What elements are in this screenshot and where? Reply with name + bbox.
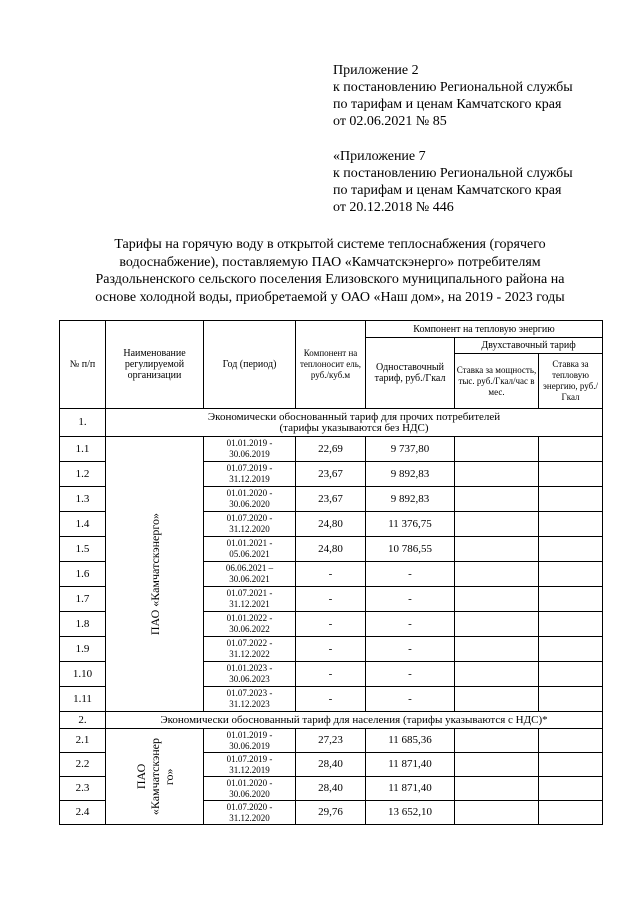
row-period	[204, 512, 296, 537]
row-capacity-rate	[455, 587, 539, 612]
row-energy-rate	[539, 512, 603, 537]
row-water-component: 22,69	[296, 437, 366, 462]
row-energy-rate	[539, 687, 603, 712]
title-line: основе холодной воды, приобретаемой у ОАО «Наш дом», на 2019 - 2023 годы	[95, 289, 565, 305]
row-number: 1.11	[60, 687, 106, 712]
period-end: 30.06.2021	[229, 574, 270, 584]
header-num: № п/п	[60, 321, 106, 409]
title-line: Раздольненского сельского поселения Елизовского муниципального района на	[95, 272, 565, 287]
row-water-component: -	[296, 587, 366, 612]
row-capacity-rate	[455, 512, 539, 537]
appendix-line: от 20.12.2018 № 446	[333, 200, 454, 215]
row-period	[204, 462, 296, 487]
row-water-component: 29,76	[296, 801, 366, 825]
period-end: 31.12.2023	[229, 699, 270, 709]
period-end: 30.06.2019	[229, 740, 270, 751]
row-period	[204, 437, 296, 462]
row-energy-rate	[539, 562, 603, 587]
row-number: 2.2	[60, 753, 106, 777]
org-name-cell	[106, 729, 204, 825]
row-water-component: 28,40	[296, 777, 366, 801]
period-end: 30.06.2019	[229, 449, 270, 459]
org-name-cell	[106, 437, 204, 712]
org-name-line: ПАО	[133, 763, 148, 790]
header-capacity-rate: Ставка за мощность, тыс. руб./Гкал/час в мес.	[455, 354, 539, 409]
period-end: 31.12.2020	[229, 524, 270, 534]
appendix-line: Приложение 2	[333, 63, 419, 78]
header-heat-component: Компонент на тепловую энергию	[366, 321, 603, 338]
row-energy-rate	[539, 437, 603, 462]
row-water-component: -	[296, 562, 366, 587]
period-start: 06.06.2021 –	[225, 563, 274, 573]
row-energy-rate	[539, 753, 603, 777]
row-capacity-rate	[455, 537, 539, 562]
row-one-part-tariff: -	[366, 587, 455, 612]
period-end: 31.12.2020	[229, 812, 270, 823]
row-number: 2.4	[60, 801, 106, 825]
period-end: 30.06.2020	[229, 499, 270, 509]
appendix-7-block	[333, 148, 623, 216]
row-period	[204, 777, 296, 801]
row-period	[204, 753, 296, 777]
row-capacity-rate	[455, 612, 539, 637]
period-start: 01.01.2022 -	[226, 613, 273, 623]
row-energy-rate	[539, 612, 603, 637]
row-capacity-rate	[455, 687, 539, 712]
section-2-row	[60, 712, 603, 729]
title-line: водоснабжение), поставляемую ПАО «Камчатскэнерго» потребителям	[119, 254, 541, 270]
header-org: Наименование регулируемой организации	[106, 321, 204, 409]
appendix-line: от 02.06.2021 № 85	[333, 114, 447, 129]
row-one-part-tariff: 11 685,36	[366, 729, 455, 753]
table-row	[60, 729, 603, 753]
period-start: 01.07.2023 -	[226, 688, 273, 698]
row-water-component: 24,80	[296, 537, 366, 562]
row-one-part-tariff: 9 892,83	[366, 462, 455, 487]
header-two-part-tariff: Двухставочный тариф	[455, 338, 603, 354]
row-one-part-tariff: -	[366, 687, 455, 712]
org-name	[134, 738, 176, 815]
appendix-line: к постановлению Региональной службы	[333, 80, 573, 95]
row-one-part-tariff: 10 786,55	[366, 537, 455, 562]
row-number: 1.7	[60, 587, 106, 612]
period-start: 01.07.2021 -	[226, 588, 273, 598]
period-start: 01.01.2023 -	[226, 663, 273, 673]
section-title	[106, 409, 603, 437]
row-number: 1.4	[60, 512, 106, 537]
row-capacity-rate	[455, 777, 539, 801]
row-energy-rate	[539, 587, 603, 612]
row-period	[204, 801, 296, 825]
period-start: 01.01.2019 -	[226, 438, 273, 448]
header-energy-rate: Ставка за тепловую энергию, руб./Гкал	[539, 354, 603, 409]
row-period	[204, 537, 296, 562]
period-end: 30.06.2022	[229, 624, 270, 634]
row-period	[204, 587, 296, 612]
section-1-row	[60, 409, 603, 437]
section-title: Экономически обоснованный тариф для населения (тарифы указываются с НДС)*	[106, 712, 603, 729]
row-period	[204, 487, 296, 512]
row-energy-rate	[539, 487, 603, 512]
row-water-component: 27,23	[296, 729, 366, 753]
period-start: 01.01.2019 -	[226, 729, 273, 740]
appendix-line: по тарифам и ценам Камчатского края	[333, 97, 562, 112]
row-energy-rate	[539, 777, 603, 801]
appendix-2-block	[333, 62, 623, 130]
period-end: 05.06.2021	[229, 549, 270, 559]
row-period	[204, 729, 296, 753]
row-number: 1.1	[60, 437, 106, 462]
row-number: 2.1	[60, 729, 106, 753]
appendix-line: «Приложение 7	[333, 149, 426, 164]
row-one-part-tariff: 9 737,80	[366, 437, 455, 462]
row-number: 1.3	[60, 487, 106, 512]
row-capacity-rate	[455, 562, 539, 587]
tariff-table	[59, 320, 603, 825]
header-period: Год (период)	[204, 321, 296, 409]
period-start: 01.07.2020 -	[226, 513, 273, 523]
section-number: 2.	[60, 712, 106, 729]
appendix-line: по тарифам и ценам Камчатского края	[333, 183, 562, 198]
row-period	[204, 612, 296, 637]
row-one-part-tariff: -	[366, 612, 455, 637]
row-water-component: -	[296, 687, 366, 712]
row-one-part-tariff: -	[366, 662, 455, 687]
period-start: 01.07.2019 -	[226, 753, 273, 764]
title-line: Тарифы на горячую воду в открытой системе теплоснабжения (горячего	[114, 237, 546, 252]
row-water-component: 28,40	[296, 753, 366, 777]
row-capacity-rate	[455, 637, 539, 662]
row-capacity-rate	[455, 753, 539, 777]
row-energy-rate	[539, 729, 603, 753]
period-end: 30.06.2023	[229, 674, 270, 684]
period-start: 01.07.2022 -	[226, 638, 273, 648]
row-capacity-rate	[455, 487, 539, 512]
row-period	[204, 687, 296, 712]
header-one-part-tariff: Одноставочный тариф, руб./Гкал	[366, 338, 455, 409]
appendix-line: к постановлению Региональной службы	[333, 166, 573, 181]
period-end: 30.06.2020	[229, 788, 270, 799]
row-water-component: 23,67	[296, 487, 366, 512]
row-one-part-tariff: 11 871,40	[366, 777, 455, 801]
row-one-part-tariff: 13 652,10	[366, 801, 455, 825]
row-water-component: -	[296, 637, 366, 662]
row-one-part-tariff: 11 376,75	[366, 512, 455, 537]
row-water-component: 23,67	[296, 462, 366, 487]
row-number: 1.10	[60, 662, 106, 687]
period-start: 01.01.2021 -	[226, 538, 273, 548]
row-energy-rate	[539, 537, 603, 562]
row-number: 1.2	[60, 462, 106, 487]
period-end: 31.12.2019	[229, 474, 270, 484]
period-end: 31.12.2021	[229, 599, 270, 609]
row-period	[204, 662, 296, 687]
row-water-component: 24,80	[296, 512, 366, 537]
row-one-part-tariff: 9 892,83	[366, 487, 455, 512]
row-energy-rate	[539, 662, 603, 687]
period-start: 01.07.2020 -	[226, 801, 273, 812]
table-row	[60, 437, 603, 462]
row-number: 1.5	[60, 537, 106, 562]
period-end: 31.12.2022	[229, 649, 270, 659]
row-one-part-tariff: 11 871,40	[366, 753, 455, 777]
org-name-line: «Камчатскэнер	[147, 737, 162, 816]
row-number: 1.8	[60, 612, 106, 637]
section-number: 1.	[60, 409, 106, 437]
row-water-component: -	[296, 662, 366, 687]
row-period	[204, 562, 296, 587]
org-name: ПАО «Камчатскэнерго»	[147, 512, 162, 636]
row-capacity-rate	[455, 662, 539, 687]
row-capacity-rate	[455, 437, 539, 462]
row-capacity-rate	[455, 801, 539, 825]
period-start: 01.07.2019 -	[226, 463, 273, 473]
row-number: 2.3	[60, 777, 106, 801]
document-title	[40, 236, 620, 306]
row-energy-rate	[539, 462, 603, 487]
row-one-part-tariff: -	[366, 562, 455, 587]
row-number: 1.6	[60, 562, 106, 587]
section-title-line: Экономически обоснованный тариф для прочих потребителей	[207, 410, 501, 423]
row-one-part-tariff: -	[366, 637, 455, 662]
row-period	[204, 637, 296, 662]
row-number: 1.9	[60, 637, 106, 662]
row-capacity-rate	[455, 729, 539, 753]
row-capacity-rate	[455, 462, 539, 487]
row-energy-rate	[539, 637, 603, 662]
org-name-line: го»	[161, 768, 176, 785]
row-energy-rate	[539, 801, 603, 825]
section-title-line: (тарифы указываются без НДС)	[279, 421, 429, 434]
period-end: 31.12.2019	[229, 764, 270, 775]
header-water-component: Компонент на теплоносит ель, руб./куб.м	[296, 321, 366, 409]
period-start: 01.01.2020 -	[226, 488, 273, 498]
row-water-component: -	[296, 612, 366, 637]
period-start: 01.01.2020 -	[226, 777, 273, 788]
